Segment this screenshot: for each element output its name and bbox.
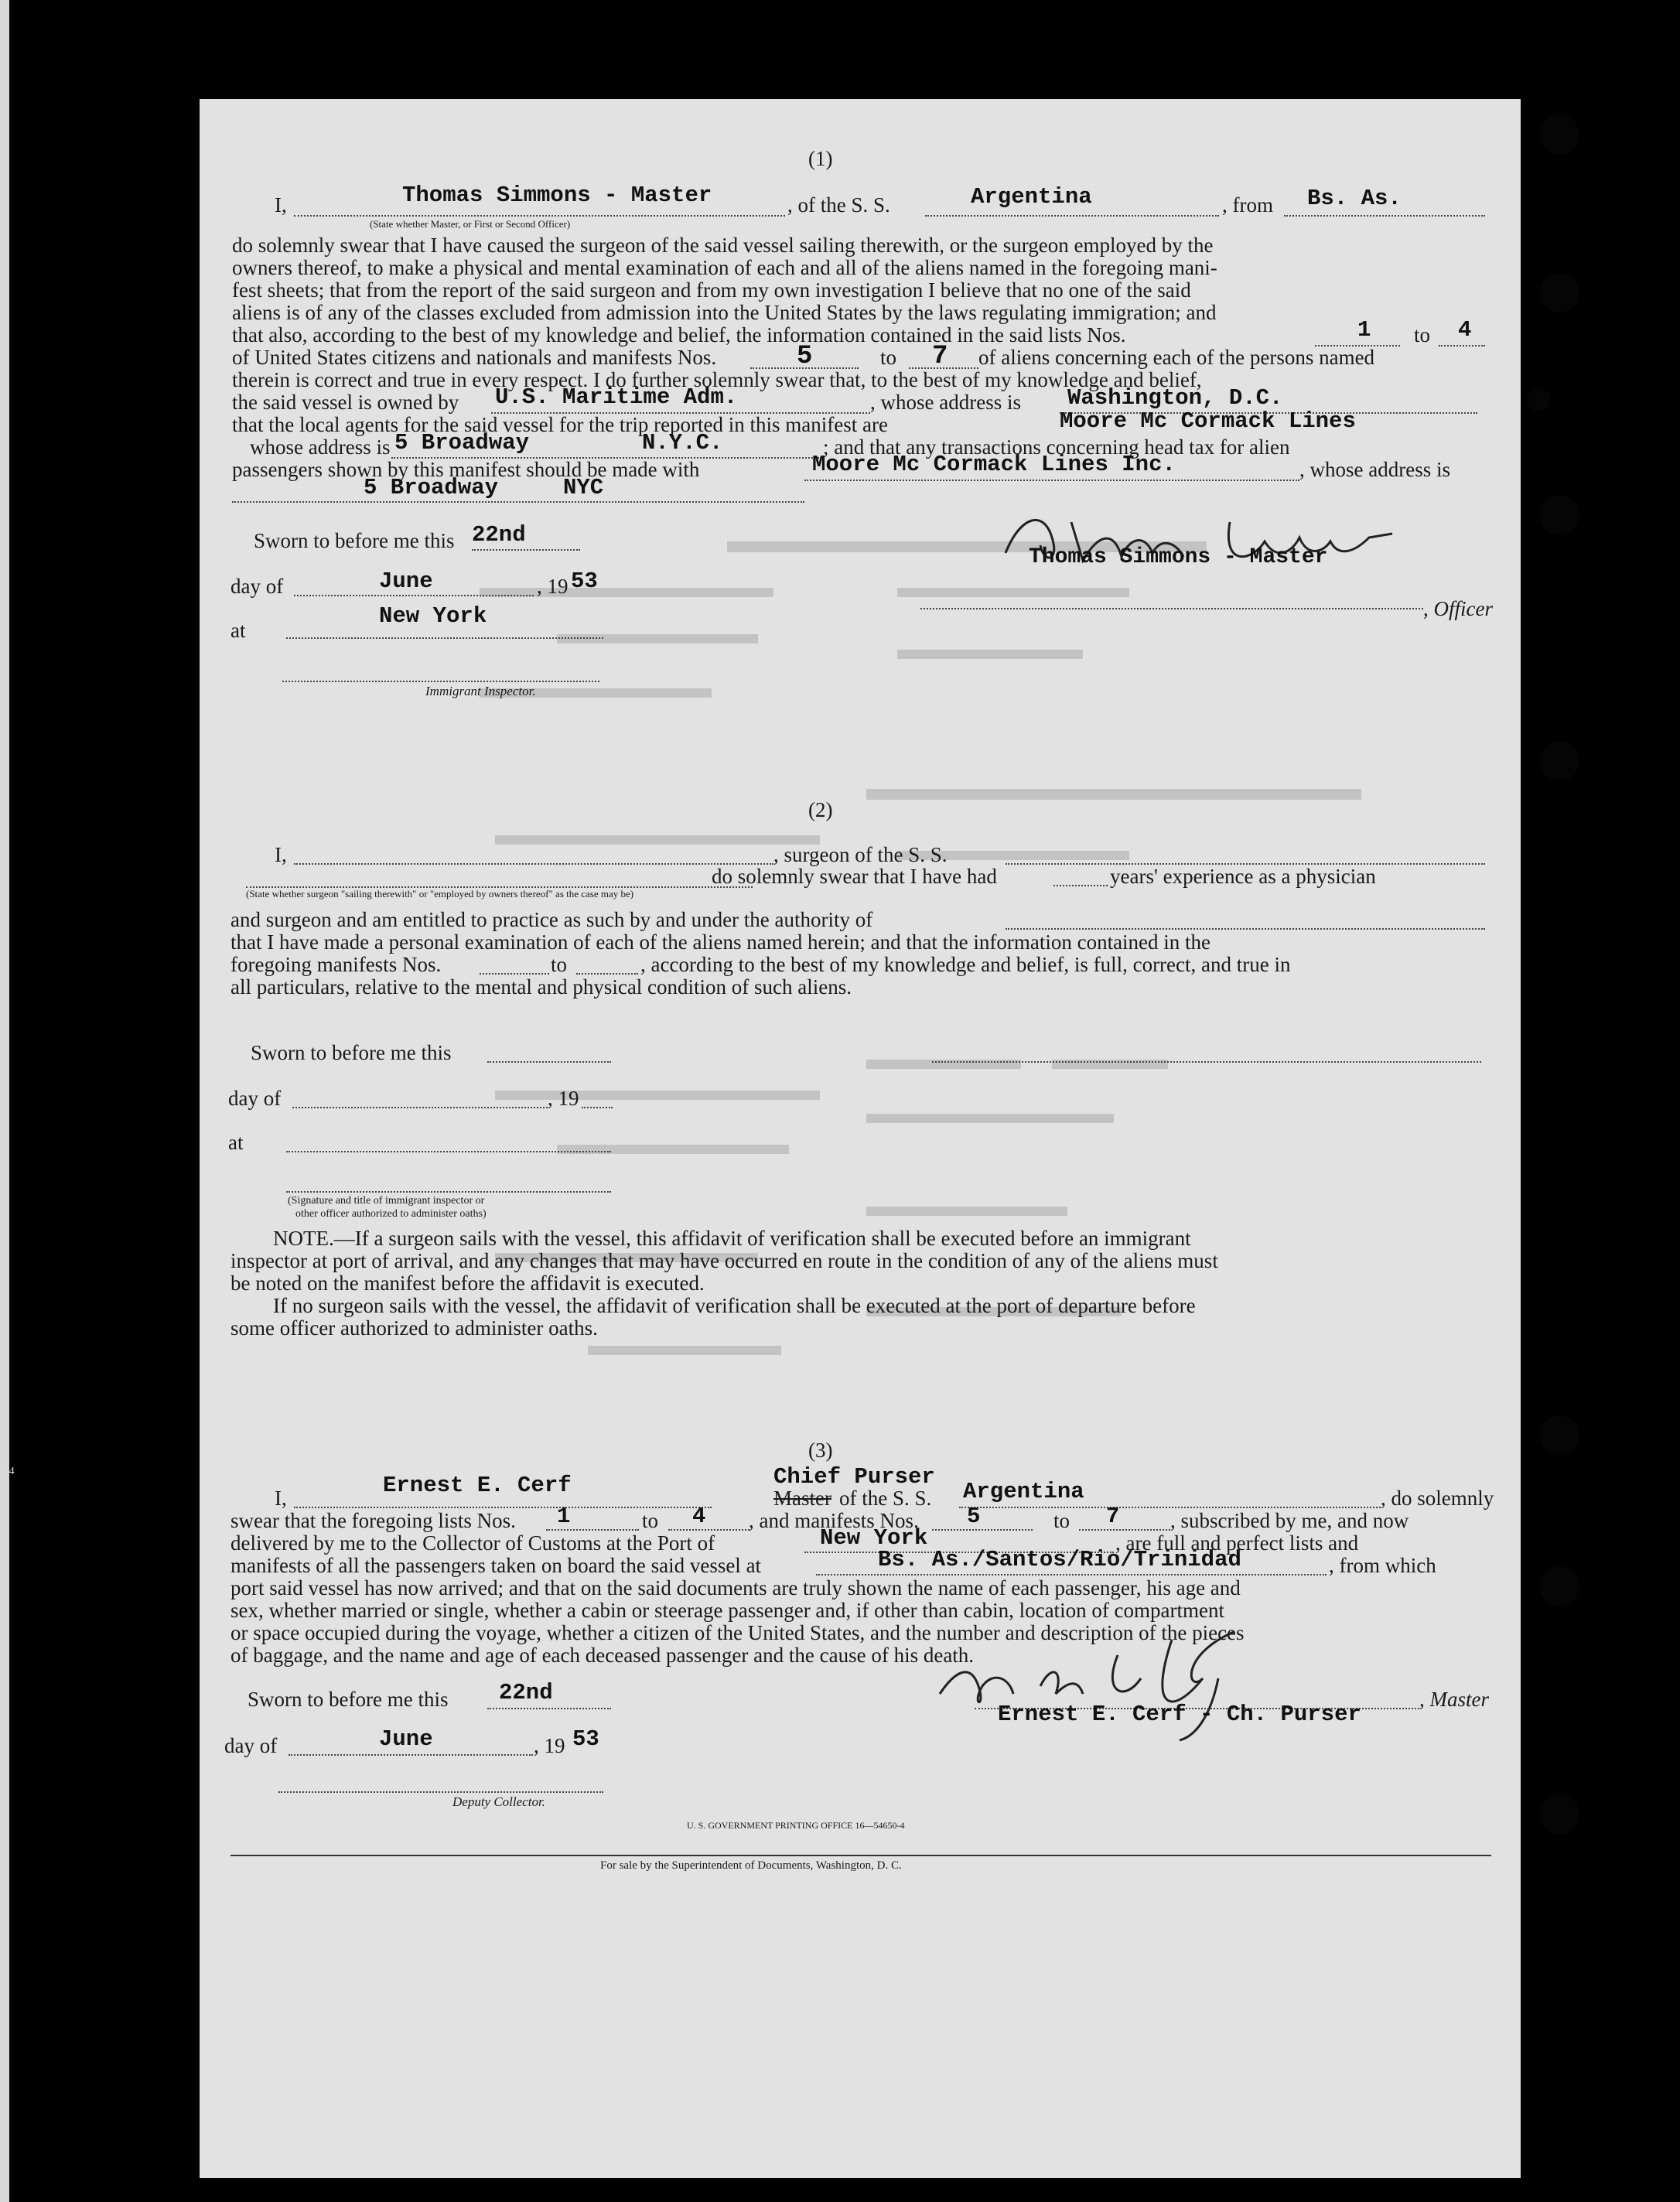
owner-address: Washington, D.C. xyxy=(1067,385,1283,411)
section-3-number: (3) xyxy=(808,1439,833,1462)
from-label: , from xyxy=(1222,193,1273,217)
s3-line-4: port said vessel has now arrived; and that on the said documents are truly shown the name of each passenger, his age and xyxy=(230,1576,1241,1599)
local-agents: Moore Mc Cormack Lines xyxy=(1060,408,1356,434)
s3-are-full: , are full and perfect lists and xyxy=(1115,1531,1359,1555)
s1-at-label: at xyxy=(230,619,246,642)
s1-sworn-day: 22nd xyxy=(472,522,526,548)
binder-hole xyxy=(1539,1794,1579,1835)
s1-sworn-label: Sworn to before me this xyxy=(254,529,455,552)
gpo-imprint: U. S. GOVERNMENT PRINTING OFFICE 16—54650-4 xyxy=(687,1820,905,1831)
s1-year-suffix: 53 xyxy=(571,568,598,594)
officer-label: , Officer xyxy=(1423,597,1493,620)
manifests-from: 5 xyxy=(797,342,813,371)
head-tax-agent: Moore Mc Cormack Lines Inc. xyxy=(812,452,1176,477)
lists-to: 4 xyxy=(1458,317,1472,343)
s2-year-prefix: , 19 xyxy=(548,1087,579,1110)
section-2-number: (2) xyxy=(808,798,833,821)
s1-line-2: owners thereof, to make a physical and mental examination of each and all of the aliens named in the foregoing mani- xyxy=(232,256,1217,279)
s3-master-label: , Master xyxy=(1419,1688,1489,1711)
manifests-to-label: to xyxy=(880,346,897,369)
s1-line-6: of United States citizens and nationals and manifests Nos. xyxy=(232,346,717,369)
purser-name: Ernest E. Cerf xyxy=(383,1473,572,1498)
s3-line-5: sex, whether married or single, whether a cabin or steerage passenger and, if other than cabin, location of compartment xyxy=(230,1599,1225,1622)
aliens-concerning: of aliens concerning each of the persons named xyxy=(978,346,1375,369)
s3-sworn-label: Sworn to before me this xyxy=(248,1688,449,1711)
adjacent-page-edge xyxy=(0,0,9,2202)
s3-lists-from: 1 xyxy=(557,1504,571,1529)
edge-label: 0-4 xyxy=(0,1466,15,1477)
s3-line-7: of baggage, and the name and age of each deceased passenger and the cause of his death. xyxy=(230,1644,975,1667)
s2-day-of-label: day of xyxy=(228,1087,282,1110)
master-of-ss: of the S. S. xyxy=(839,1487,932,1510)
note-line-3: be noted on the manifest before the affidavit is executed. xyxy=(230,1272,705,1295)
master-state-note: (State whether Master, or First or Second Officer) xyxy=(370,218,571,230)
s3-month: June xyxy=(379,1726,433,1752)
note-line-2: inspector at port of arrival, and any changes that may have occurred en route in the condition of any of the aliens must xyxy=(230,1249,1218,1272)
s2-line-1: and surgeon and am entitled to practice as such by and under the authority of xyxy=(230,908,873,931)
s3-line-3: manifests of all the passengers taken on board the said vessel at xyxy=(230,1554,762,1577)
owner-address-label: , whose address is xyxy=(870,391,1021,414)
s2-line-2: that I have made a personal examination of each of the aliens named herein; and that the information contained in the xyxy=(230,930,1211,954)
binder-hole xyxy=(1527,388,1550,411)
from-port: Bs. As. xyxy=(1307,186,1402,211)
s3-from-which: , from which xyxy=(1329,1554,1436,1577)
binder-hole xyxy=(1539,495,1579,535)
head-tax-address-label: , whose address is xyxy=(1299,458,1450,481)
s3-year-prefix: , 19 xyxy=(534,1734,565,1757)
head-tax-address-city: NYC xyxy=(563,475,604,500)
binder-hole xyxy=(1539,1415,1579,1456)
footer-rule xyxy=(230,1855,1491,1856)
head-tax-address-street: 5 Broadway xyxy=(364,475,499,500)
manifests-to: 7 xyxy=(932,342,948,371)
s1-line-3: fest sheets; that from the report of the said surgeon and from my own investigation I believe that no one of the said xyxy=(232,278,1191,302)
s3-to-label-2: to xyxy=(1053,1509,1070,1532)
s3-i-label: I, xyxy=(275,1487,287,1510)
s3-line-2: delivered by me to the Collector of Customs at the Port of xyxy=(230,1531,715,1555)
agent-address-city: N.Y.C. xyxy=(642,430,723,456)
s2-i-label: I, xyxy=(275,843,287,866)
s1-line-7: therein is correct and true in every respect. I do further solemnly swear that, to the best of my knowledge and belief, xyxy=(232,368,1202,391)
master-name: Thomas Simmons - Master xyxy=(402,183,712,208)
struck-master-label: Master xyxy=(773,1487,831,1510)
s3-lists-to: 4 xyxy=(692,1504,706,1529)
s1-i-label: I, xyxy=(275,193,287,217)
purser-title-above: Chief Purser xyxy=(773,1464,935,1490)
s2-solemnly: do solemnly swear that I have had xyxy=(712,865,997,888)
s1-line-8: the said vessel is owned by xyxy=(232,391,459,414)
s3-year-suffix: 53 xyxy=(572,1726,599,1752)
note-line-4: If no surgeon sails with the vessel, the affidavit of verification shall be executed at the port of departure before xyxy=(273,1294,1196,1317)
s3-vessel: Argentina xyxy=(963,1479,1084,1504)
s2-to-label: to xyxy=(551,953,568,976)
s1-line-10: whose address is xyxy=(250,435,391,459)
note-line-1: NOTE.—If a surgeon sails with the vessel, this affidavit of verification shall be executed before an immigrant xyxy=(273,1227,1191,1250)
s1-place: New York xyxy=(379,603,487,629)
purser-signature xyxy=(924,1609,1265,1748)
s1-line-1: do solemnly swear that I have caused the surgeon of the said vessel sailing therewith, or the surgeon employed by the xyxy=(232,234,1214,257)
binder-hole xyxy=(1539,114,1579,155)
s2-line-3: foregoing manifests Nos. xyxy=(230,953,442,976)
s3-line-6: or space occupied during the voyage, whether a citizen of the United States, and the number and description of the pieces xyxy=(230,1621,1245,1644)
deputy-collector-label: Deputy Collector. xyxy=(452,1794,545,1809)
section-1-number: (1) xyxy=(808,147,833,170)
s2-sig-note-1: (Signature and title of immigrant inspector or xyxy=(288,1195,485,1207)
of-ss-label: , of the S. S. xyxy=(787,193,890,217)
s1-year-prefix: , 19 xyxy=(537,575,569,598)
s2-sworn-label: Sworn to before me this xyxy=(251,1041,452,1064)
binder-hole xyxy=(1539,1566,1579,1606)
s3-ports: Bs. As./Santos/Rio/Trinidad xyxy=(878,1547,1241,1572)
s1-day-of-label: day of xyxy=(230,575,284,598)
s1-line-11: passengers shown by this manifest should be made with xyxy=(232,458,700,481)
immigrant-inspector-label: Immigrant Inspector. xyxy=(425,684,536,698)
s2-years: years' experience as a physician xyxy=(1110,865,1376,888)
s3-manifests-to: 7 xyxy=(1106,1504,1120,1529)
s3-sworn-day: 22nd xyxy=(499,1680,553,1705)
master-signed-name: Thomas Simmons - Master xyxy=(1029,545,1328,569)
s3-port: New York xyxy=(820,1525,928,1551)
s2-at-label: at xyxy=(228,1131,244,1154)
s3-line-1: swear that the foregoing lists Nos. xyxy=(230,1509,516,1532)
purser-signed-name: Ernest E. Cerf - Ch. Purser xyxy=(998,1702,1361,1727)
s3-do-solemnly: , do solemnly xyxy=(1381,1487,1494,1510)
s2-sig-note-2: other officer authorized to administer oaths) xyxy=(295,1208,487,1220)
lists-to-label: to xyxy=(1414,323,1431,347)
s1-line-4: aliens is of any of the classes excluded from admission into the United States by the laws regulating immigration; and xyxy=(232,301,1217,324)
s3-day-of-label: day of xyxy=(224,1734,278,1757)
s2-line-4: all particulars, relative to the mental and physical condition of such aliens. xyxy=(230,975,852,999)
vessel-name: Argentina xyxy=(971,184,1092,210)
s3-subscribed: , subscribed by me, and now xyxy=(1170,1509,1409,1532)
s3-manifests-from: 5 xyxy=(967,1504,981,1529)
s3-and-manifests: , and manifests Nos. xyxy=(749,1509,919,1532)
sale-notice: For sale by the Superintendent of Documents, Washington, D. C. xyxy=(600,1859,902,1872)
s3-to-label-1: to xyxy=(642,1509,659,1532)
binder-hole xyxy=(1539,272,1579,312)
s1-month: June xyxy=(379,568,433,594)
note-line-5: some officer authorized to administer oaths. xyxy=(230,1316,598,1340)
s1-line-5: that also, according to the best of my knowledge and belief, the information contained in the said lists Nos. xyxy=(232,323,1126,347)
head-tax-clause: ; and that any transactions concerning head tax for alien xyxy=(823,435,1290,459)
surgeon-state-note: (State whether surgeon "sailing therewith" or "employed by owners thereof" as the case may be) xyxy=(246,888,634,900)
lists-from: 1 xyxy=(1357,317,1371,343)
s1-line-9: that the local agents for the said vessel for the trip reported in this manifest are xyxy=(232,413,888,436)
binder-hole xyxy=(1539,741,1579,781)
vessel-owner: U.S. Maritime Adm. xyxy=(495,384,738,410)
s2-according: , according to the best of my knowledge and belief, is full, correct, and true in xyxy=(640,953,1291,976)
agent-address-street: 5 Broadway xyxy=(394,430,530,456)
surgeon-of-label: , surgeon of the S. S. xyxy=(773,843,948,866)
